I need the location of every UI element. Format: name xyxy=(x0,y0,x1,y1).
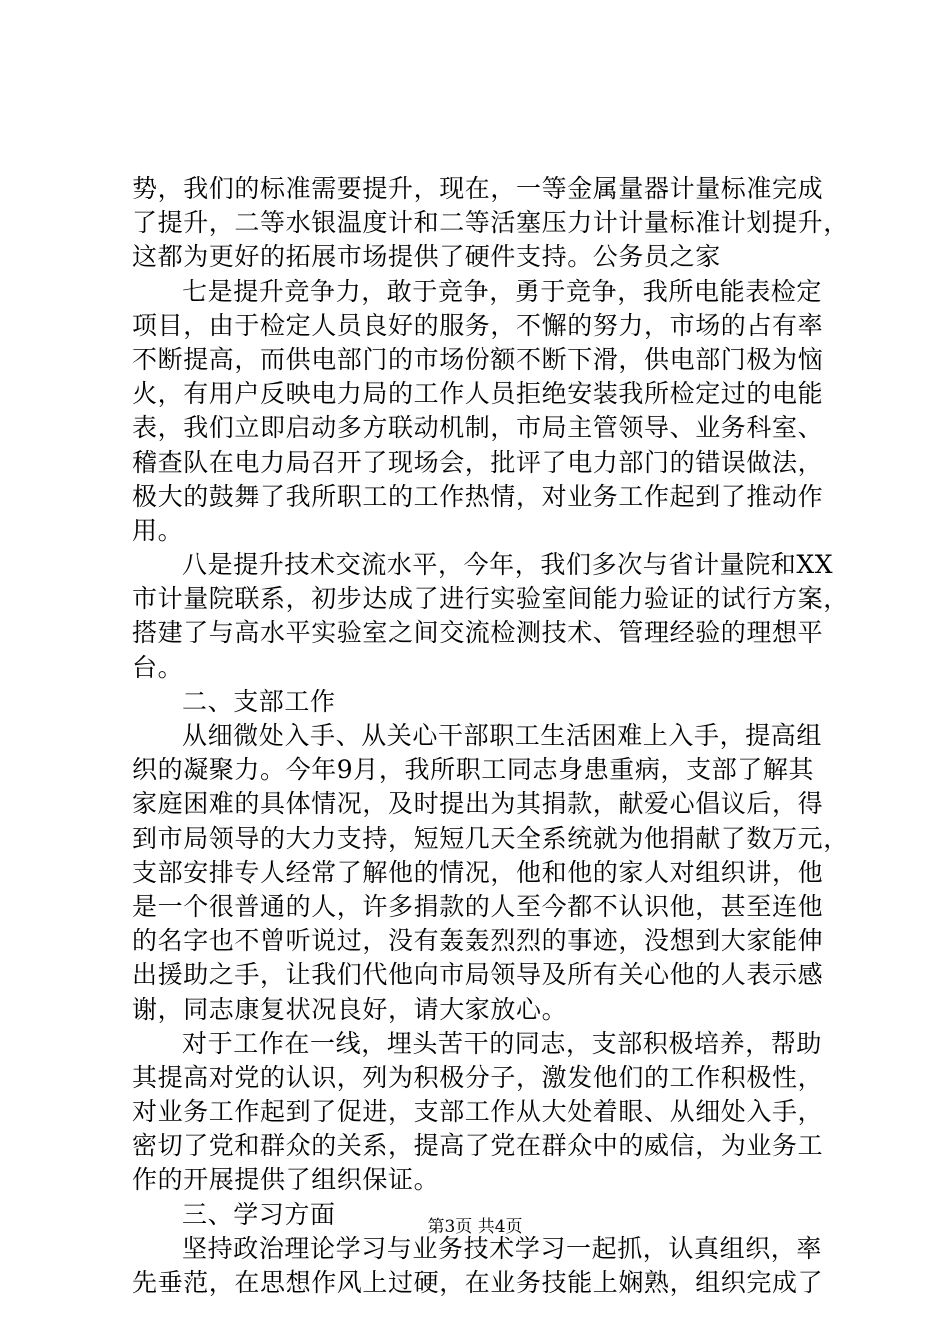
section-heading: 二、支部工作 xyxy=(182,686,336,716)
paragraph-start-line: 从细微处入手、从关心干部职工生活困难上入手，提高组 xyxy=(182,721,823,750)
paragraph-start-line: 对于工作在一线，埋头苦干的同志，支部积极培养，帮助 xyxy=(182,1028,823,1058)
body-line: 极大的鼓舞了我所职工的工作热情，对业务工作起到了推动作 xyxy=(132,481,824,511)
paragraph-start-line: 坚持政治理论学习与业务技术学习一起抓，认真组织，率 xyxy=(182,1233,823,1263)
body-line: 先垂范，在思想作风上过硬，在业务技能上娴熟，组织完成了 xyxy=(132,1268,824,1297)
body-line: 火，有用户反映电力局的工作人员拒绝安装我所检定过的电能 xyxy=(132,379,824,409)
body-line: 密切了党和群众的关系，提高了党在群众中的威信，为业务工 xyxy=(132,1131,824,1161)
body-line: 势，我们的标准需要提升，现在，一等金属量器计量标准完成 xyxy=(132,174,824,203)
page-number-footer: 第3页 共4页 xyxy=(427,1217,523,1237)
body-line: 项目，由于检定人员良好的服务，不懈的努力，市场的占有率 xyxy=(132,310,824,340)
body-line: 织的凝聚力。今年9月，我所职工同志身患重病，支部了解其 xyxy=(132,755,815,785)
section-heading: 三、学习方面 xyxy=(182,1199,336,1229)
body-line: 稽查队在电力局召开了现场会，批评了电力部门的错误做法， xyxy=(132,447,824,477)
body-line: 的名字也不曾听说过，没有轰轰烈烈的事迹，没想到大家能伸 xyxy=(132,926,824,956)
body-line: 不断提高，而供电部门的市场份额不断下滑，供电部门极为恼 xyxy=(132,344,824,374)
body-line: 台。 xyxy=(132,652,184,682)
body-line: 支部安排专人经常了解他的情况，他和他的家人对组织讲，他 xyxy=(132,857,824,887)
body-line: 家庭困难的具体情况，及时提出为其捐款，献爱心倡议后，得 xyxy=(132,789,824,819)
body-line: 其提高对党的认识，列为积极分子，激发他们的工作积极性， xyxy=(132,1062,824,1092)
document-body xyxy=(132,172,849,1300)
body-line: 搭建了与高水平实验室之间交流检测技术、管理经验的理想平 xyxy=(132,618,824,648)
body-line: 谢，同志康复状况良好，请大家放心。 xyxy=(132,994,568,1024)
body-line: 市计量院联系，初步达成了进行实验室间能力验证的试行方案， xyxy=(132,584,849,614)
body-line: 了提升，二等水银温度计和二等活塞压力计计量标准计划提升， xyxy=(132,208,849,238)
body-line: 到市局领导的大力支持，短短几天全系统就为他捐献了数万元， xyxy=(132,823,849,853)
body-line: 对业务工作起到了促进，支部工作从大处着眼、从细处入手， xyxy=(132,1097,824,1127)
body-line: 出援助之手，让我们代他向市局领导及所有关心他的人表示感 xyxy=(132,960,824,990)
body-line: 这都为更好的拓展市场提供了硬件支持。公务员之家 xyxy=(132,242,721,272)
paragraph-start-line: 八是提升技术交流水平，今年，我们多次与省计量院和XX xyxy=(182,550,834,580)
body-line: 作的开展提供了组织保证。 xyxy=(132,1165,440,1195)
body-line: 表，我们立即启动多方联动机制，市局主管领导、业务科室、 xyxy=(132,413,824,443)
body-line: 是一个很普通的人，许多捐款的人至今都不认识他，甚至连他 xyxy=(132,891,824,921)
paragraph-start-line: 七是提升竞争力，敢于竞争，勇于竞争，我所电能表检定 xyxy=(182,276,823,306)
body-line: 用。 xyxy=(132,515,184,545)
